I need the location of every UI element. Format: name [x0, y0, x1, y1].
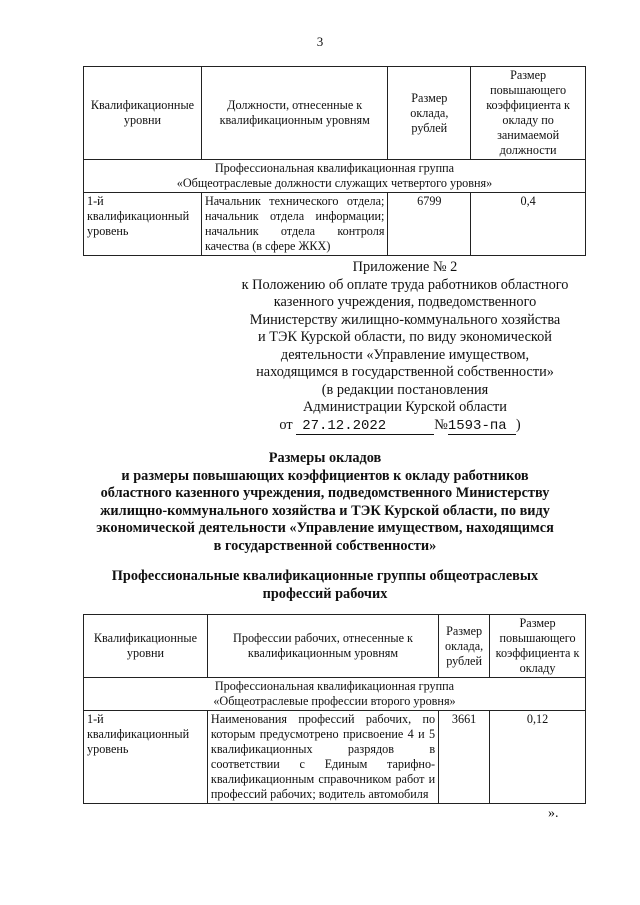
- table-positions: [83, 66, 586, 256]
- group-row: [84, 678, 586, 711]
- header-professions: Профессии рабочих, отнесенные к квалификационным уровням: [207, 615, 438, 678]
- annex-line: Администрации Курской области: [303, 399, 507, 415]
- closing-quote: ».: [548, 806, 559, 821]
- annex-line: деятельности «Управление имуществом,: [280, 346, 530, 363]
- heading-line: областного казенного учреждения, подведомственного Министерству: [100, 485, 550, 501]
- heading-line: экономической деятельности «Управление имуществом, находящимся: [96, 520, 554, 536]
- annex-line: казенного учреждения, подведомственного: [273, 294, 537, 310]
- group-line: Профессиональная квалификационная группа: [214, 161, 455, 175]
- heading-line: жилищно-коммунального хозяйства и ТЭК Курской области, по виду: [100, 502, 550, 519]
- heading-line: и размеры повышающих коэффициентов к окладу работников: [121, 467, 529, 484]
- table-header-row: [84, 615, 586, 678]
- cell-professions: Наименования профессий рабочих, по которым предусмотрено присвоение 4 и 5 квалификационных разрядов в соответствии с Единым тарифно-квалификационным справочником работ и профессий рабочих; водитель автомобиля: [207, 711, 438, 804]
- annex-date-line: [279, 417, 520, 435]
- cell-level: 1-й квалификационный уровень: [84, 711, 208, 804]
- group-line: «Общеотраслевые профессии второго уровня»: [213, 694, 456, 708]
- header-coefficient: Размер повышающего коэффициента к окладу: [490, 615, 586, 678]
- subheading-line: профессий рабочих: [262, 585, 388, 602]
- close-paren: ): [515, 416, 521, 433]
- group-row: [84, 160, 586, 193]
- date-value: 27.12.2022: [296, 419, 434, 435]
- header-levels: Квалификационные уровни: [84, 67, 202, 160]
- table-header-row: [84, 67, 586, 160]
- annex-line: к Положению об оплате труда работников областного: [241, 276, 569, 293]
- section-heading: [70, 568, 580, 603]
- annex-block: [213, 259, 597, 435]
- number-prefix: №: [434, 416, 448, 433]
- group-line: Профессиональная квалификационная группа: [214, 679, 455, 693]
- group-line: «Общеотраслевые должности служащих четвертого уровня»: [176, 176, 493, 190]
- annex-line: находящимся в государственной собственности»: [256, 364, 554, 380]
- header-salary: Размер оклада, рублей: [388, 67, 471, 160]
- annex-title: Приложение № 2: [352, 259, 458, 275]
- header-levels: Квалификационные уровни: [84, 615, 208, 678]
- header-salary: Размер оклада, рублей: [439, 615, 490, 678]
- page-number: 3: [316, 34, 324, 49]
- table-professions: [83, 614, 586, 804]
- document-heading: [70, 450, 580, 555]
- table-row: [84, 193, 586, 256]
- table-row: [84, 711, 586, 804]
- heading-line: в государственной собственности»: [213, 537, 437, 554]
- header-coefficient: Размер повышающего коэффициента к окладу по занимаемой должности: [471, 67, 586, 160]
- cell-coefficient: 0,4: [471, 193, 586, 256]
- date-prefix: от: [279, 416, 293, 433]
- heading-line: Размеры окладов: [268, 450, 382, 466]
- annex-line: и ТЭК Курской области, по виду экономической: [258, 329, 552, 345]
- annex-line: Министерству жилищно-коммунального хозяйства: [249, 311, 561, 328]
- group-title: [84, 160, 586, 193]
- cell-positions: Начальник технического отдела; начальник отдела информации; начальник отдела контроля качества (в сфере ЖКХ): [201, 193, 388, 256]
- annex-line: (в редакции постановления: [321, 381, 489, 398]
- cell-coefficient: 0,12: [490, 711, 586, 804]
- number-value: 1593-па: [448, 419, 516, 435]
- group-title: [84, 678, 586, 711]
- cell-level: 1-й квалификационный уровень: [84, 193, 202, 256]
- cell-salary: 6799: [388, 193, 471, 256]
- cell-salary: 3661: [439, 711, 490, 804]
- subheading-line: Профессиональные квалификационные группы общеотраслевых: [111, 568, 539, 584]
- header-positions: Должности, отнесенные к квалификационным уровням: [201, 67, 388, 160]
